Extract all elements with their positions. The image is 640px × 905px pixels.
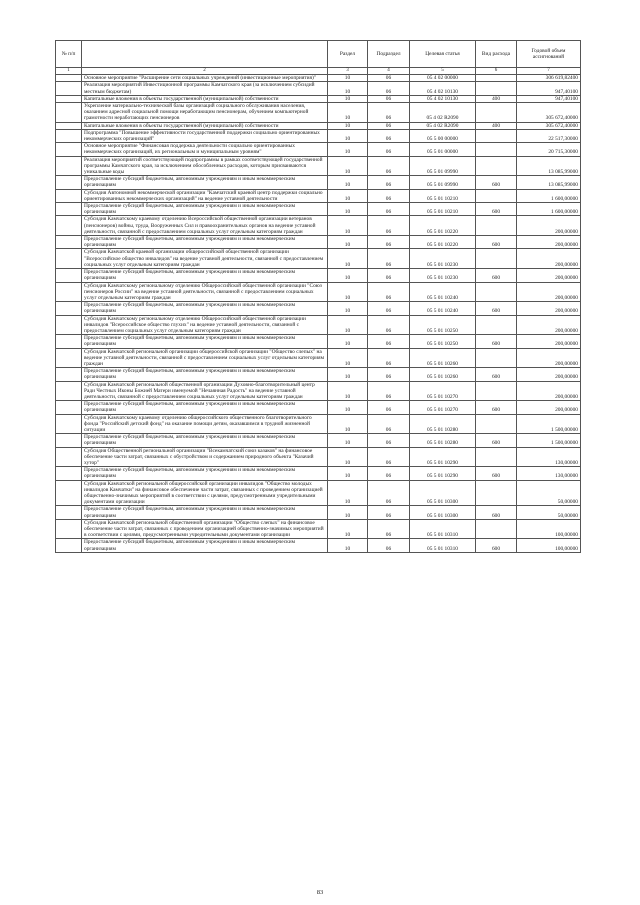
- table-row: [56, 75, 581, 82]
- cell-subsection: 06: [368, 122, 410, 129]
- cell-section: 10: [328, 203, 368, 216]
- cell-subsection: 06: [368, 467, 410, 480]
- cell-num: [56, 216, 82, 236]
- cell-num: [56, 189, 82, 202]
- cell-expense: [476, 75, 517, 82]
- cell-expense: [476, 129, 517, 142]
- cell-subsection: 06: [368, 414, 410, 434]
- cell-subsection: 06: [368, 447, 410, 467]
- cell-section: 10: [328, 302, 368, 315]
- cell-subsection: 06: [368, 82, 410, 95]
- cell-expense: [476, 315, 517, 335]
- cell-num: [56, 506, 82, 519]
- cell-num: [56, 156, 82, 176]
- cell-subsection: 06: [368, 539, 410, 552]
- cell-name: Субсидия Автономной некоммерческой организации "Камчатский краевой центр поддержки социально ориентированных некоммерческих организаций" на ведение уставной деятельности: [82, 189, 328, 202]
- cell-section: 10: [328, 539, 368, 552]
- cell-num: [56, 348, 82, 368]
- cell-target: 05 4 02 10130: [410, 95, 476, 102]
- cell-expense: [476, 519, 517, 539]
- cell-expense: 400: [476, 95, 517, 102]
- cell-subsection: 06: [368, 143, 410, 156]
- cell-section: 10: [328, 368, 368, 381]
- cell-expense: 600: [476, 467, 517, 480]
- cell-num: [56, 480, 82, 506]
- table-row: [56, 434, 581, 447]
- cell-amount: 1 600,00000: [517, 189, 581, 202]
- cell-num: [56, 249, 82, 269]
- cell-section: 10: [328, 236, 368, 249]
- cell-amount: 200,00000: [517, 282, 581, 302]
- cell-amount: 100,00000: [517, 519, 581, 539]
- cell-expense: 600: [476, 176, 517, 189]
- cell-name: Капитальные вложения в объекты государственной (муниципальной) собственности: [82, 95, 328, 102]
- cell-section: 10: [328, 103, 368, 123]
- cell-target: 05 5 01 10260: [410, 348, 476, 368]
- cell-amount: 200,00000: [517, 381, 581, 401]
- cell-name: Предоставление субсидий бюджетным, автономным учреждениям и иным некоммерческим организациям: [82, 176, 328, 189]
- cell-expense: 600: [476, 506, 517, 519]
- cell-target: 05 5 01 10240: [410, 302, 476, 315]
- cell-section: 10: [328, 335, 368, 348]
- cell-subsection: 06: [368, 156, 410, 176]
- cell-subsection: 06: [368, 75, 410, 82]
- header-name: [82, 41, 328, 68]
- cell-num: [56, 75, 82, 82]
- col-number: 3: [328, 68, 368, 75]
- cell-num: [56, 302, 82, 315]
- cell-num: [56, 414, 82, 434]
- col-number: 6: [476, 68, 517, 75]
- cell-amount: 200,00000: [517, 216, 581, 236]
- cell-name: Основное мероприятие "Расширение сети социальных учреждений (инвестиционные мероприятия)": [82, 75, 328, 82]
- cell-target: 05 5 01 10300: [410, 506, 476, 519]
- cell-name: Субсидия Камчатской региональной общественной организации Духовно-благотворительный центр Ради Честных Иконы Божией Матери именуемой "Нечаянная Радость" на ведение уставной деятельности, связанной с предоставлением социальных услуг отдельным категориям граждан: [82, 381, 328, 401]
- cell-expense: [476, 282, 517, 302]
- cell-target: 05 5 01 09990: [410, 156, 476, 176]
- cell-num: [56, 129, 82, 142]
- cell-expense: [476, 348, 517, 368]
- cell-name: Субсидия Камчатскому региональному отделению Общероссийской общественной организации "Союз пенсионеров России" на ведение уставной деятельности, связанной с предоставлением социальных услуг отдельным категориям граждан: [82, 282, 328, 302]
- cell-expense: [476, 414, 517, 434]
- header-row: [56, 41, 581, 68]
- header-section: Раздел: [328, 41, 368, 68]
- cell-subsection: 06: [368, 368, 410, 381]
- cell-amount: 947,40100: [517, 95, 581, 102]
- cell-name: Основное мероприятие "Финансовая поддержка деятельности социально ориентированных некоммерческих организаций, их региональным и муниципальным уровням": [82, 143, 328, 156]
- cell-subsection: 06: [368, 203, 410, 216]
- cell-name: Субсидия Камчатскому краевому отделению общероссийского общественного благотворительного фонда "Российский детский фонд" на оказание помощи детям, оказавшимся в трудной жизненной ситуации: [82, 414, 328, 434]
- cell-amount: 13 085,99000: [517, 176, 581, 189]
- cell-section: 10: [328, 129, 368, 142]
- cell-section: 10: [328, 348, 368, 368]
- cell-subsection: 06: [368, 401, 410, 414]
- cell-amount: 305 672,40000: [517, 103, 581, 123]
- cell-expense: [476, 143, 517, 156]
- col-number: 1: [56, 68, 82, 75]
- table-row: [56, 203, 581, 216]
- cell-target: 05 5 01 10260: [410, 368, 476, 381]
- cell-target: 05 5 01 10290: [410, 447, 476, 467]
- budget-table: [55, 40, 581, 553]
- cell-target: 05 5 01 10220: [410, 216, 476, 236]
- table-row: [56, 401, 581, 414]
- table-row: [56, 467, 581, 480]
- cell-num: [56, 282, 82, 302]
- table-row: [56, 269, 581, 282]
- cell-amount: 50,00000: [517, 480, 581, 506]
- cell-subsection: 06: [368, 103, 410, 123]
- cell-section: 10: [328, 381, 368, 401]
- cell-target: 05 5 01 10290: [410, 467, 476, 480]
- cell-target: 05 4 02 R2090: [410, 122, 476, 129]
- cell-target: 05 5 01 10210: [410, 203, 476, 216]
- cell-amount: 130,00000: [517, 447, 581, 467]
- cell-expense: [476, 156, 517, 176]
- cell-expense: 600: [476, 335, 517, 348]
- table-row: [56, 122, 581, 129]
- cell-target: 05 5 01 10230: [410, 269, 476, 282]
- cell-subsection: 06: [368, 282, 410, 302]
- cell-subsection: 06: [368, 249, 410, 269]
- cell-num: [56, 203, 82, 216]
- cell-num: [56, 103, 82, 123]
- cell-name: Предоставление субсидий бюджетным, автономным учреждениям и иным некоммерческим организациям: [82, 302, 328, 315]
- cell-subsection: 06: [368, 95, 410, 102]
- cell-amount: 200,00000: [517, 269, 581, 282]
- cell-target: 05 5 01 10210: [410, 189, 476, 202]
- cell-amount: 200,00000: [517, 335, 581, 348]
- cell-name: Реализация мероприятий соответствующей подпрограммы в рамках соответствующей государственной программы Камчатского края, за исключением обособленных расходов, которым присваиваются уникальные коды: [82, 156, 328, 176]
- cell-expense: 600: [476, 203, 517, 216]
- cell-section: 10: [328, 434, 368, 447]
- table-row: [56, 480, 581, 506]
- cell-num: [56, 176, 82, 189]
- cell-name: Предоставление субсидий бюджетным, автономным учреждениям и иным некоммерческим организациям: [82, 506, 328, 519]
- page-number: 83: [316, 889, 324, 896]
- cell-section: 10: [328, 176, 368, 189]
- cell-num: [56, 519, 82, 539]
- cell-name: Реализация мероприятий Инвестиционной программы Камчатского края (за исключением субсидий местным бюджетам): [82, 82, 328, 95]
- table-row: [56, 302, 581, 315]
- cell-num: [56, 143, 82, 156]
- cell-name: Предоставление субсидий бюджетным, автономным учреждениям и иным некоммерческим организациям: [82, 269, 328, 282]
- cell-amount: 20 715,30000: [517, 143, 581, 156]
- cell-num: [56, 236, 82, 249]
- table-row: [56, 447, 581, 467]
- table-row: [56, 282, 581, 302]
- cell-name: Подпрограмма "Повышение эффективности государственной поддержки социально ориентированных некоммерческих организаций": [82, 129, 328, 142]
- header-subsection: Подраздел: [368, 41, 410, 68]
- cell-name: Субсидия Камчатской региональной организации общероссийской организации "Общество слепых" на ведение уставной деятельности, связанной с предоставлением социальных услуг отдельным категориям граждан: [82, 348, 328, 368]
- cell-expense: 600: [476, 236, 517, 249]
- cell-amount: 200,00000: [517, 249, 581, 269]
- cell-subsection: 06: [368, 315, 410, 335]
- cell-expense: [476, 249, 517, 269]
- table-row: [56, 335, 581, 348]
- cell-expense: 400: [476, 122, 517, 129]
- cell-expense: 600: [476, 434, 517, 447]
- budget-table-sheet: [55, 40, 580, 553]
- cell-section: 10: [328, 480, 368, 506]
- cell-expense: [476, 447, 517, 467]
- cell-target: 05 5 01 10310: [410, 539, 476, 552]
- cell-num: [56, 82, 82, 95]
- cell-expense: 600: [476, 401, 517, 414]
- table-row: [56, 236, 581, 249]
- cell-amount: 947,40100: [517, 82, 581, 95]
- cell-expense: [476, 103, 517, 123]
- cell-name: Предоставление субсидий бюджетным, автономным учреждениям и иным некоммерческим организациям: [82, 467, 328, 480]
- cell-target: 05 5 01 09990: [410, 176, 476, 189]
- cell-amount: 1 500,00000: [517, 434, 581, 447]
- table-row: [56, 381, 581, 401]
- cell-name: Субсидия Камчатской краевой организации общероссийской общественной организации "Всероссийское общество инвалидов" на ведение уставной деятельности, связанной с предоставлением социальных услуг отдельным категориям граждан: [82, 249, 328, 269]
- cell-subsection: 06: [368, 434, 410, 447]
- cell-target: 05 4 02 10130: [410, 82, 476, 95]
- cell-section: 10: [328, 122, 368, 129]
- cell-name: Субсидия Камчатскому региональному отделению Общероссийской общественной организации инвалидов "Всероссийское общество глухих" на ведение уставной деятельности, связанной с предоставлением социальных услуг отдельным категориям граждан: [82, 315, 328, 335]
- cell-name: Предоставление субсидий бюджетным, автономным учреждениям и иным некоммерческим организациям: [82, 401, 328, 414]
- cell-section: 10: [328, 95, 368, 102]
- cell-amount: 200,00000: [517, 236, 581, 249]
- col-number: 5: [410, 68, 476, 75]
- cell-target: 05 5 01 10300: [410, 480, 476, 506]
- cell-section: 10: [328, 519, 368, 539]
- cell-num: [56, 335, 82, 348]
- cell-name: Субсидия Камчатской региональной общероссийской организации инвалидов "Общество молодых инвалидов Камчатки" на финансовое обеспечение части затрат, связанных с проведением организацией общественно-значимых мероприятий в соответствии с целями, предусмотренными учредительными документами организации: [82, 480, 328, 506]
- cell-num: [56, 467, 82, 480]
- cell-target: 05 5 01 10310: [410, 519, 476, 539]
- cell-amount: 200,00000: [517, 302, 581, 315]
- cell-target: 05 5 01 10280: [410, 414, 476, 434]
- cell-expense: 600: [476, 302, 517, 315]
- cell-name: Предоставление субсидий бюджетным, автономным учреждениям и иным некоммерческим организациям: [82, 434, 328, 447]
- cell-subsection: 06: [368, 269, 410, 282]
- cell-name: Субсидия Общественной региональной организации "Всекамчатский союз казаков" на финансовое обеспечение части затрат, связанных с обустройством и содержанием природного объекта "Казачий хутор": [82, 447, 328, 467]
- table-body: [56, 75, 581, 553]
- header-num: № п/п: [56, 41, 82, 68]
- cell-amount: 100,00000: [517, 539, 581, 552]
- cell-target: 05 5 01 10240: [410, 282, 476, 302]
- cell-section: 10: [328, 506, 368, 519]
- table-row: [56, 103, 581, 123]
- cell-amount: 200,00000: [517, 401, 581, 414]
- cell-target: 05 5 01 10270: [410, 381, 476, 401]
- table-row: [56, 189, 581, 202]
- cell-subsection: 06: [368, 236, 410, 249]
- cell-section: 10: [328, 269, 368, 282]
- cell-num: [56, 401, 82, 414]
- cell-target: 05 5 01 10250: [410, 315, 476, 335]
- cell-amount: 200,00000: [517, 368, 581, 381]
- cell-section: 10: [328, 143, 368, 156]
- table-row: [56, 249, 581, 269]
- table-row: [56, 368, 581, 381]
- cell-section: 10: [328, 156, 368, 176]
- cell-section: 10: [328, 467, 368, 480]
- cell-num: [56, 381, 82, 401]
- cell-section: 10: [328, 447, 368, 467]
- cell-subsection: 06: [368, 176, 410, 189]
- table-row: [56, 315, 581, 335]
- cell-subsection: 06: [368, 506, 410, 519]
- cell-subsection: 06: [368, 335, 410, 348]
- cell-target: 05 5 01 10270: [410, 401, 476, 414]
- cell-amount: 200,00000: [517, 315, 581, 335]
- cell-subsection: 06: [368, 381, 410, 401]
- cell-amount: 1 500,00000: [517, 414, 581, 434]
- cell-num: [56, 122, 82, 129]
- cell-name: Субсидия Камчатской региональной общественной организации "Общество слепых" на финансовое обеспечение части затрат, связанных с проведением организацией общественно-значимых мероприятий в соответствии с целями, предусмотренными учредительными документами организации: [82, 519, 328, 539]
- table-row: [56, 143, 581, 156]
- cell-target: 05 5 01 10230: [410, 249, 476, 269]
- cell-expense: [476, 82, 517, 95]
- table-row: [56, 176, 581, 189]
- cell-amount: 200,00000: [517, 348, 581, 368]
- cell-name: Предоставление субсидий бюджетным, автономным учреждениям и иным некоммерческим организациям: [82, 335, 328, 348]
- cell-section: 10: [328, 249, 368, 269]
- header-expense: Вид расхода: [476, 41, 517, 68]
- cell-num: [56, 368, 82, 381]
- cell-target: 05 5 01 00000: [410, 143, 476, 156]
- cell-amount: 1 600,00000: [517, 203, 581, 216]
- cell-expense: [476, 189, 517, 202]
- cell-expense: [476, 480, 517, 506]
- cell-amount: 305 672,40000: [517, 122, 581, 129]
- cell-expense: 600: [476, 539, 517, 552]
- cell-subsection: 06: [368, 189, 410, 202]
- table-row: [56, 539, 581, 552]
- table-row: [56, 348, 581, 368]
- table-row: [56, 414, 581, 434]
- table-row: [56, 82, 581, 95]
- col-number: 2: [82, 68, 328, 75]
- cell-section: 10: [328, 401, 368, 414]
- cell-num: [56, 95, 82, 102]
- header-target: Целевая статья: [410, 41, 476, 68]
- cell-section: 10: [328, 82, 368, 95]
- col-number: 7: [517, 68, 581, 75]
- cell-name: Предоставление субсидий бюджетным, автономным учреждениям и иным некоммерческим организациям: [82, 236, 328, 249]
- table-row: [56, 156, 581, 176]
- cell-amount: 13 085,99000: [517, 156, 581, 176]
- cell-num: [56, 539, 82, 552]
- cell-target: 05 5 01 10280: [410, 434, 476, 447]
- cell-section: 10: [328, 216, 368, 236]
- cell-num: [56, 434, 82, 447]
- cell-name: Субсидия Камчатскому краевому отделению Всероссийской общественной организации ветеранов (пенсионеров) войны, труда, Вооруженных Сил и правоохранительных органов на ведение уставной деятельности, связанной с предоставлением социальных услуг отдельным категориям граждан: [82, 216, 328, 236]
- cell-subsection: 06: [368, 519, 410, 539]
- table-row: [56, 129, 581, 142]
- cell-subsection: 06: [368, 216, 410, 236]
- table-row: [56, 506, 581, 519]
- cell-amount: 22 517,30000: [517, 129, 581, 142]
- cell-section: 10: [328, 75, 368, 82]
- cell-amount: 306 619,82400: [517, 75, 581, 82]
- cell-name: Капитальные вложения в объекты государственной (муниципальной) собственности: [82, 122, 328, 129]
- cell-subsection: 06: [368, 129, 410, 142]
- cell-section: 10: [328, 414, 368, 434]
- cell-section: 10: [328, 189, 368, 202]
- header-amount: Годовой объем ассигнований: [517, 41, 581, 68]
- table-row: [56, 216, 581, 236]
- cell-subsection: 06: [368, 302, 410, 315]
- cell-amount: 130,00000: [517, 467, 581, 480]
- cell-target: 05 4 02 00000: [410, 75, 476, 82]
- cell-expense: [476, 381, 517, 401]
- cell-amount: 50,00000: [517, 506, 581, 519]
- cell-name: Укрепление материально-технической базы организаций социального обслуживания населения, оказанием адресной социальной помощи неработающим пенсионерам, обучением компьютерной грамотности неработающих пенсионеров: [82, 103, 328, 123]
- cell-subsection: 06: [368, 348, 410, 368]
- cell-target: 05 5 01 10220: [410, 236, 476, 249]
- cell-expense: 600: [476, 368, 517, 381]
- cell-num: [56, 447, 82, 467]
- cell-subsection: 06: [368, 480, 410, 506]
- col-number: 4: [368, 68, 410, 75]
- cell-section: 10: [328, 315, 368, 335]
- table-row: [56, 95, 581, 102]
- column-number-row: [56, 68, 581, 75]
- cell-target: 05 4 02 R2090: [410, 103, 476, 123]
- cell-name: Предоставление субсидий бюджетным, автономным учреждениям и иным некоммерческим организациям: [82, 368, 328, 381]
- cell-expense: 600: [476, 269, 517, 282]
- cell-num: [56, 315, 82, 335]
- cell-num: [56, 269, 82, 282]
- cell-target: 05 5 01 10250: [410, 335, 476, 348]
- cell-expense: [476, 216, 517, 236]
- cell-name: Предоставление субсидий бюджетным, автономным учреждениям и иным некоммерческим организациям: [82, 539, 328, 552]
- cell-target: 05 5 00 00000: [410, 129, 476, 142]
- cell-section: 10: [328, 282, 368, 302]
- table-row: [56, 519, 581, 539]
- cell-name: Предоставление субсидий бюджетным, автономным учреждениям и иным некоммерческим организациям: [82, 203, 328, 216]
